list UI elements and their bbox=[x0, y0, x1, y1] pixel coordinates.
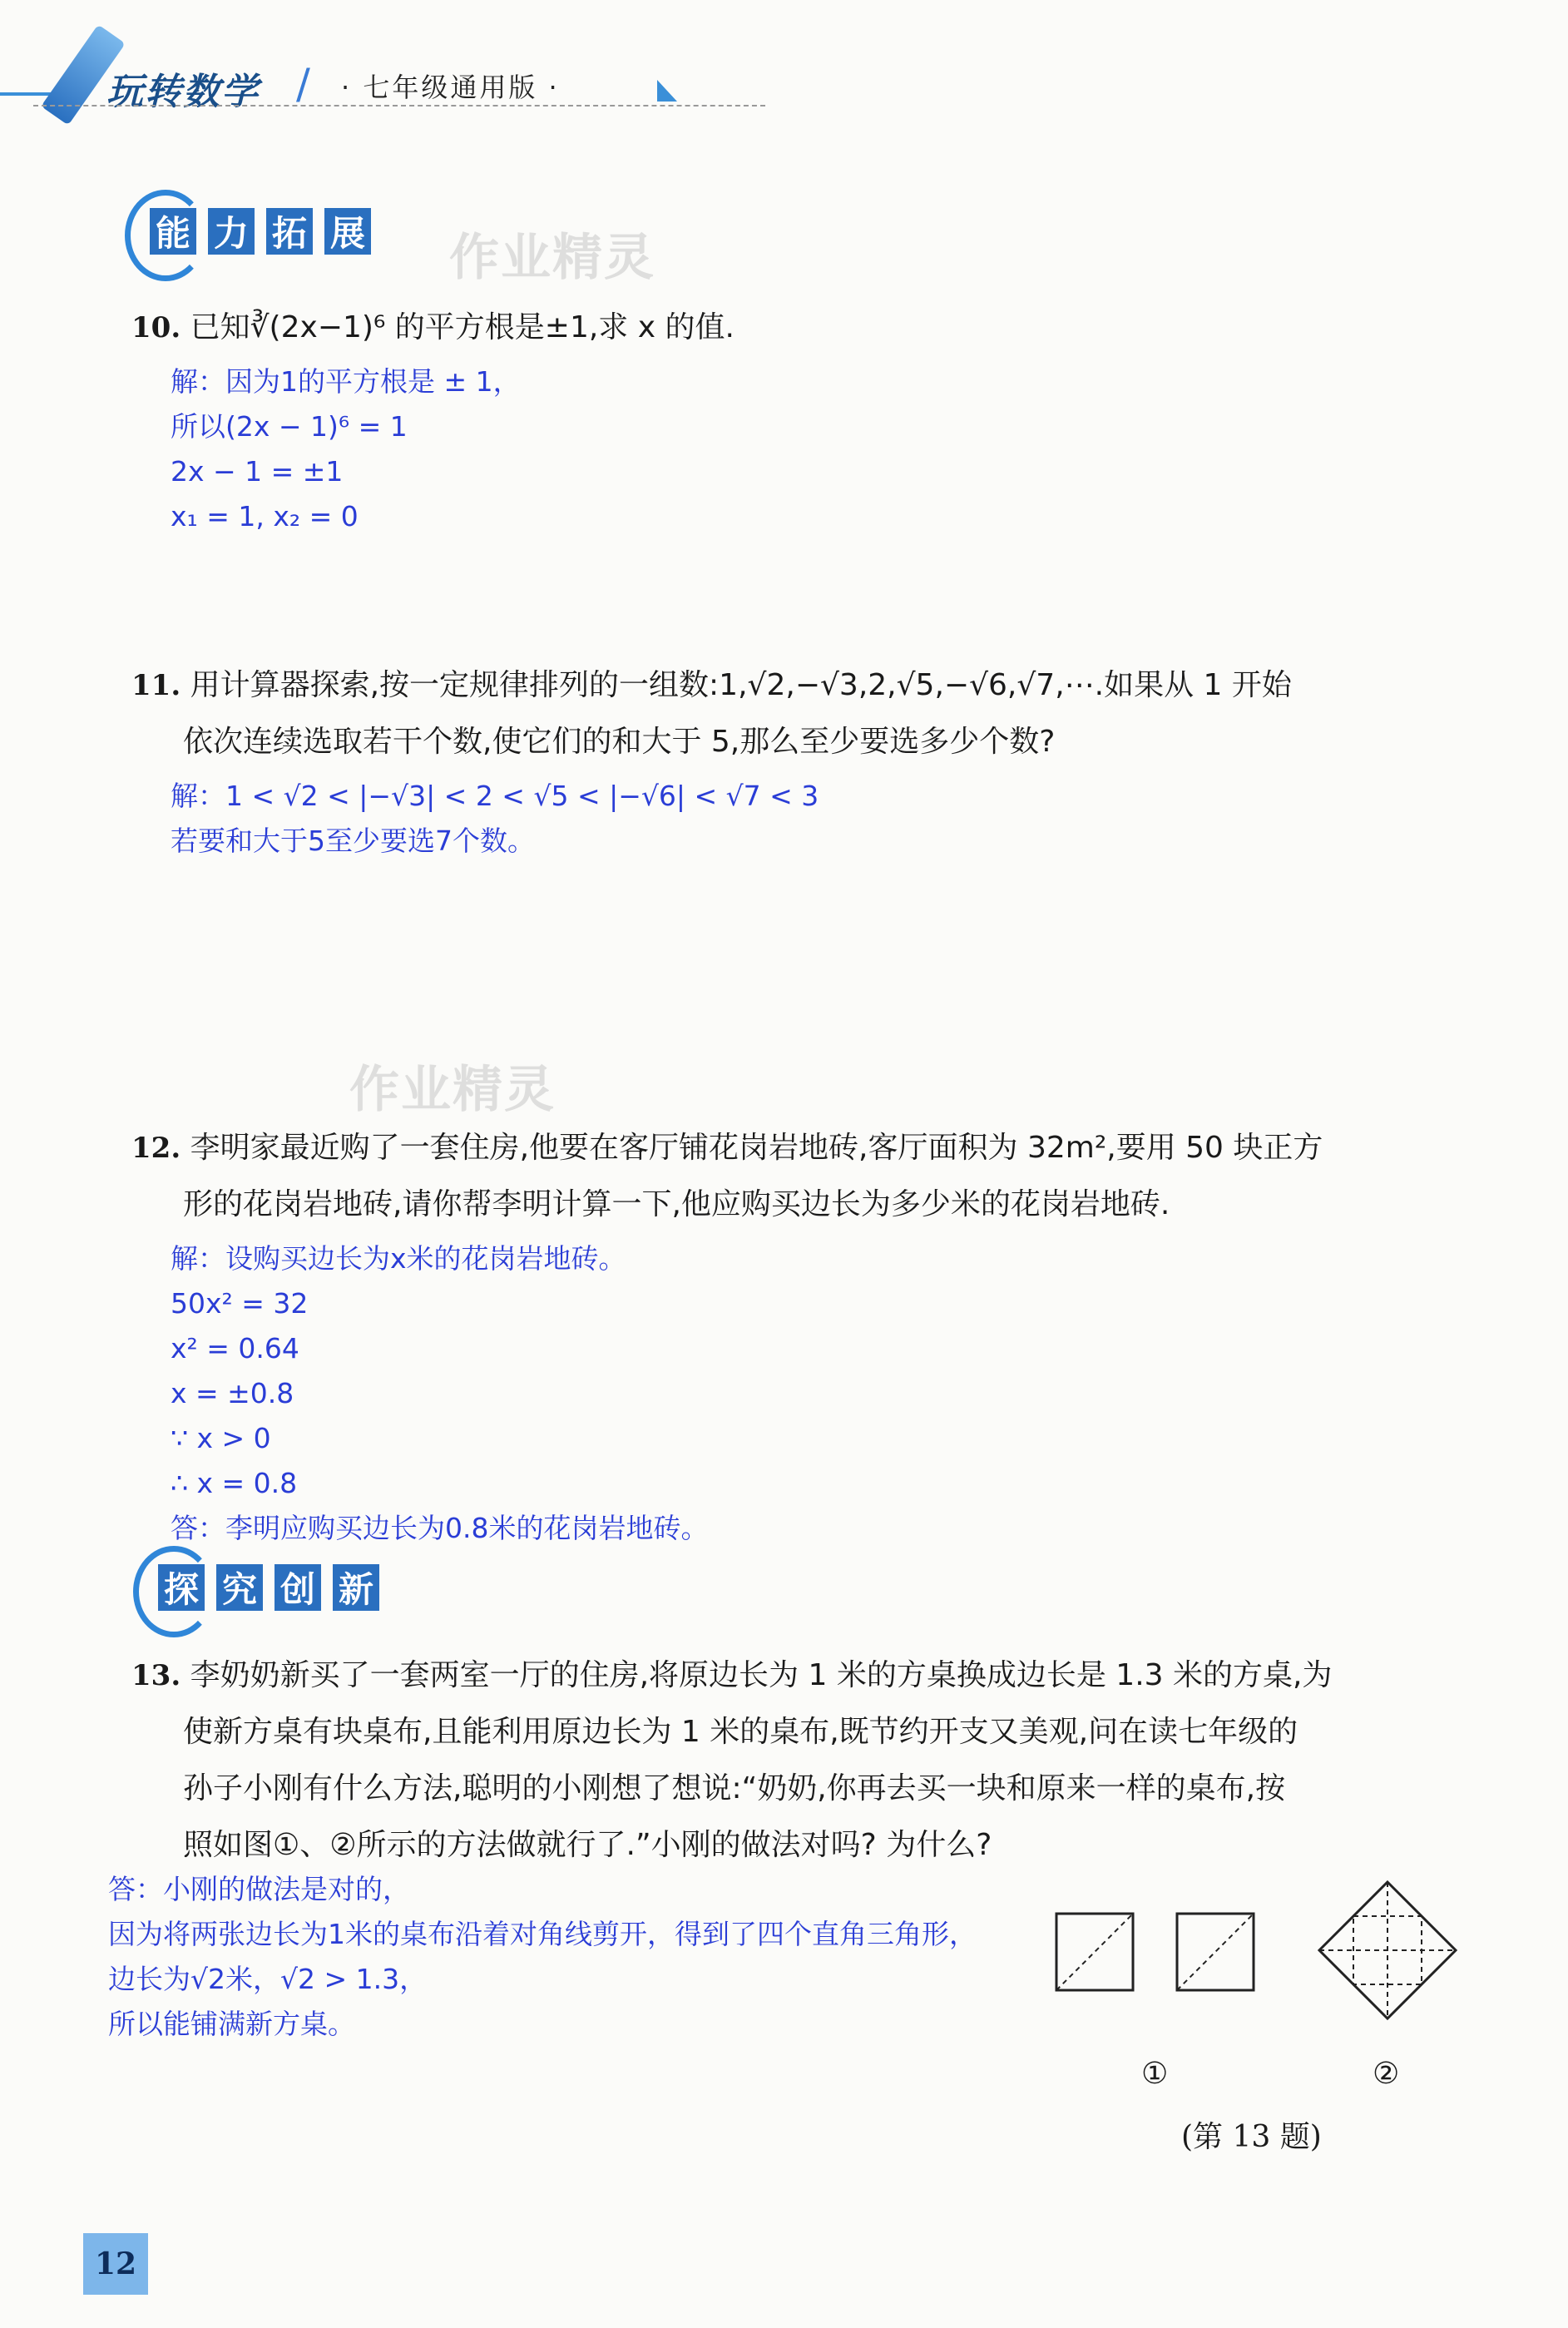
banner-char: 创 bbox=[275, 1564, 321, 1611]
answer-line: ∵ x > 0 bbox=[171, 1422, 271, 1454]
question-text: 孙子小刚有什么方法,聪明的小刚想了想说:“奶奶,你再去买一块和原来一样的桌布,按 bbox=[183, 1771, 1286, 1805]
header-triangle-icon bbox=[657, 80, 677, 102]
question-text: 用计算器探索,按一定规律排列的一组数:1,√2,−√3,2,√5,−√6,√7,⋯.如果从 1 开始 bbox=[190, 668, 1292, 702]
figure-label-2: ② bbox=[1373, 2057, 1400, 2091]
question-number: 13. bbox=[131, 1659, 181, 1692]
answer-line: 解：设购买边长为x米的花岗岩地砖。 bbox=[171, 1242, 626, 1275]
figure-label-1: ① bbox=[1141, 2057, 1169, 2091]
answer-line: ∴ x = 0.8 bbox=[171, 1467, 298, 1499]
header-divider bbox=[33, 105, 765, 106]
question-text: 使新方桌有块桌布,且能利用原边长为 1 米的桌布,既节约开支又美观,问在读七年级的 bbox=[183, 1715, 1298, 1749]
header-slash: / bbox=[296, 60, 310, 108]
watermark: 作业精灵 bbox=[449, 229, 655, 287]
question-text: 李奶奶新买了一套两室一厅的住房,将原边长为 1 米的方桌换成边长是 1.3 米的方桌,为 bbox=[190, 1658, 1333, 1692]
banner-char: 究 bbox=[216, 1564, 263, 1611]
answer-12 bbox=[171, 1236, 708, 1551]
question-text: 形的花岗岩地砖,请你帮李明计算一下,他应购买边长为多少米的花岗岩地砖. bbox=[183, 1187, 1170, 1221]
watermark: 作业精灵 bbox=[349, 1061, 556, 1119]
question-11 bbox=[131, 657, 1496, 770]
question-number: 11. bbox=[131, 669, 181, 702]
section-banner-explore bbox=[158, 1564, 379, 1611]
answer-line: 2x − 1 = ±1 bbox=[171, 455, 344, 488]
figure-1-square-b bbox=[1177, 1914, 1254, 1990]
banner-char: 探 bbox=[158, 1564, 205, 1611]
question-text: 依次连续选取若干个数,使它们的和大于 5,那么至少要选多少个数? bbox=[183, 725, 1056, 759]
section-banner-ability bbox=[150, 208, 371, 255]
question-text: 照如图①、②所示的方法做就行了.”小刚的做法对吗? 为什么? bbox=[183, 1828, 992, 1862]
brand-title: 玩转数学 bbox=[106, 71, 260, 113]
answer-line: 解：1 < √2 < |−√3| < 2 < √5 < |−√6| < √7 < 3 bbox=[171, 780, 819, 812]
question-number: 10. bbox=[131, 311, 181, 344]
answer-line: 因为将两张边长为1米的桌布沿着对角线剪开，得到了四个直角三角形， bbox=[108, 1918, 977, 1950]
question-text: 已知∛(2x−1)⁶ 的平方根是±1,求 x 的值. bbox=[190, 310, 735, 344]
banner-char: 展 bbox=[324, 208, 371, 255]
banner-char: 新 bbox=[333, 1564, 379, 1611]
answer-line: 答：李明应购买边长为0.8米的花岗岩地砖。 bbox=[171, 1512, 709, 1544]
figure-caption: (第 13 题) bbox=[1181, 2120, 1322, 2154]
answer-10 bbox=[171, 359, 521, 539]
answer-line: 所以能铺满新方桌。 bbox=[108, 2008, 355, 2040]
answer-line: x = ±0.8 bbox=[171, 1377, 294, 1409]
answer-13 bbox=[108, 1867, 977, 2047]
question-number: 12. bbox=[131, 1132, 181, 1165]
figure-1-square-a bbox=[1056, 1914, 1133, 1990]
question-10 bbox=[131, 300, 735, 356]
figure-2-diamond bbox=[1319, 1882, 1456, 2018]
edition-label: · 七年级通用版 · bbox=[341, 72, 560, 103]
answer-line: 边长为√2米，√2 > 1.3， bbox=[108, 1963, 428, 1995]
answer-11 bbox=[171, 774, 819, 864]
answer-line: 50x² = 32 bbox=[171, 1287, 309, 1320]
answer-line: x² = 0.64 bbox=[171, 1332, 299, 1365]
answer-line: x₁ = 1, x₂ = 0 bbox=[171, 500, 359, 532]
figure-13 bbox=[1040, 1880, 1472, 2047]
question-text: 李明家最近购了一套住房,他要在客厅铺花岗岩地砖,客厅面积为 32m²,要用 50 块正方 bbox=[190, 1131, 1323, 1165]
banner-char: 拓 bbox=[266, 208, 313, 255]
answer-line: 答：小刚的做法是对的， bbox=[108, 1873, 410, 1905]
page-number: 12 bbox=[83, 2233, 148, 2295]
banner-char: 能 bbox=[150, 208, 196, 255]
question-13 bbox=[131, 1647, 1512, 1874]
answer-line: 解：因为1的平方根是 ± 1， bbox=[171, 365, 521, 398]
answer-line: 所以(2x − 1)⁶ = 1 bbox=[171, 410, 408, 443]
question-12 bbox=[131, 1120, 1496, 1233]
answer-line: 若要和大于5至少要选7个数。 bbox=[171, 825, 535, 857]
banner-char: 力 bbox=[208, 208, 255, 255]
